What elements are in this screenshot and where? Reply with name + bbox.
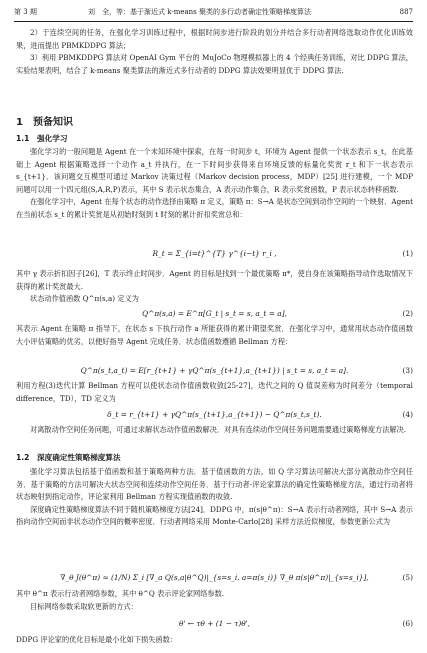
equation-6	[16, 617, 413, 631]
rl-text-5	[16, 424, 413, 437]
subsection-title-ddpg: 1.2 深度确定性策略梯度算法	[16, 453, 121, 462]
equation-1-body: R_t = Σ_{i=t}^{T} γ^{i−t} r_i ,	[152, 249, 277, 258]
ddpg-text-2	[16, 588, 413, 613]
equation-5	[16, 571, 413, 585]
running-title: 刘 全，等：基于渐近式 k-means 聚类的多行动者确定性策略梯度算法	[88, 8, 311, 16]
ddpg-paragraph-3: 其中 θ^π 表示行动者网络参数，其中 θ^Q 表示评论家网络参数.	[16, 589, 225, 598]
equation-3-body: Q^π(s_t,a_t) = E[r_{t+1} + γQ^π(s_{t+1},a_{t+1}) | s_t = s, a_t = a].	[80, 366, 349, 375]
rl-text-3	[16, 323, 413, 348]
rl-paragraph-2: 在强化学习中，Agent 在每个状态的动作选择由策略 π 定义，策略 π：S→A 是状态空间到动作空间的一个映射．Agent 在当前状态 s_t 的累计奖赏是从初始时刻到 t 时刻的累计折扣奖赏总和：	[16, 197, 413, 219]
header-rule	[14, 21, 413, 22]
equation-6-body: θ' ← τθ + (1 − τ)θ',	[178, 619, 251, 628]
equation-5-number: (5)	[402, 573, 413, 582]
rl-paragraph-6: 利用方程(3)迭代计算 Bellman 方程可以使状态动作值函数收敛[25-27]，迭代之间的 Q 值误差称为时间差分（temporal difference，TD），TD 定义为	[16, 381, 413, 403]
ddpg-paragraph-5: DDPG 评论家的优化目标是最小化如下损失函数：	[16, 635, 177, 644]
rl-text-4	[16, 380, 413, 405]
rl-text-1	[16, 146, 413, 222]
ddpg-text-1	[16, 466, 413, 529]
equation-4	[16, 408, 413, 422]
rl-paragraph-3: 其中 γ 表示折扣因子[26]，T 表示终止时间步．Agent 的目标是找到一个最优策略 π*，使自身在该策略指导动作选取情况下获得的累计奖赏最大.	[16, 269, 413, 291]
contribution-3: 3）利用 PBMKDDPG 算法对 OpenAI Gym 平台的 MuJoCo 物理模拟器上的 4 个经典任务训练，对比 DDPG 算法，实验结果表明，结合了 k-means 聚类算法的渐近式多行动者的 DDPG 算法效果明显优于 DDPG 算法.	[16, 53, 413, 75]
issue-number: 第 3 期	[14, 8, 37, 16]
rl-paragraph-4: 状态动作值函数 Q^π(s,a) 定义为	[30, 294, 139, 304]
equation-5-body: ∇_θ J(θ^π) ≈ (1/N) Σ_i [∇_a Q(s,a|θ^Q)|_{s=s_i, a=π(s_i)} ∇_θ π(s|θ^π)|_{s=s_i}],	[60, 573, 369, 582]
equation-2	[16, 307, 413, 321]
equation-2-number: (2)	[402, 309, 413, 318]
ddpg-paragraph-4: 目标网络参数采取软更新的方式：	[30, 601, 138, 611]
equation-6-number: (6)	[402, 619, 413, 628]
equation-1-number: (1)	[402, 249, 413, 258]
equation-4-number: (4)	[402, 410, 413, 419]
rl-paragraph-1: 强化学习的一般问题是 Agent 在一个未知环境中探索，在每一时间步 t，环境为 Agent 提供一个状态表示 s_t，在此基础上 Agent 根据策略选择一个动作 a_t 并执行，在一下时间步获得来自环境反馈的标量化奖赏 r_t 和下一状态表示 s_{t+1}．该问题交互模型可通过 Markov 决策过程（Markov decision process，MDP）[25] 进行建模，一个 MDP 问题可以用一个四元组(S,A,R,P)表示，其中 S 表示状态集合，A 表示动作集合，R 表示奖赏函数，P 表示状态转移函数.	[16, 147, 413, 194]
ddpg-paragraph-1: 强化学习算法包括基于值函数和基于策略两种方法．基于值函数的方法，如 Q 学习算法可解决大部分离散动作空间任务．基于策略的方法可解决大状态空间和连续动作空间任务．基于行动者-评论家算法的确定性策略梯度方法，通过行动者将状态映射到指定动作，评论家利用 Bellman 方程实现值函数的收敛.	[16, 467, 413, 502]
contribution-2: 2）于连续空间的任务，在强化学习训练过程中，根据时间步进行阶段的划分并结合多行动者网络选取动作优化训练效果，进而提出 PBMKDDPG 算法；	[16, 28, 413, 50]
subsection-title-rl: 1.1 强化学习	[16, 134, 68, 143]
intro-continued	[16, 27, 413, 77]
equation-2-body: Q^π(s,a) = E^π[G_t | s_t = s, a_t = a],	[142, 309, 287, 318]
equation-3	[16, 364, 413, 378]
ddpg-paragraph-2: 深度确定性策略梯度算法不同于随机策略梯度方法[24]．DDPG 中，π(s|θ^π)：S→A 表示行动者网络，其中 S→A 表示指向动作空间而非状态动作空间的概率密度．行动者网络采用 Monte-Carlo[28] 采样方法近似梯度，参数更新公式为	[16, 504, 413, 527]
rl-paragraph-7: 对离散动作空间任务问题，可通过求解状态动作值函数解决．对具有连续动作空间任务问题需要通过策略梯度方法解决.	[30, 425, 407, 434]
equation-4-body: δ_t = r_{t+1} + γQ^π(s_{t+1},a_{t+1}) − Q^π(s_t,s_t).	[107, 410, 322, 419]
ddpg-text-3	[16, 634, 413, 647]
rl-paragraph-5: 其表示 Agent 在策略 π 指导下，在状态 s 下执行动作 a 所能获得的累计期望奖赏．在强化学习中，通常用状态动作值函数大小评估策略的优劣，以便好指导 Agent 完成任务．状态值函数遵循 Bellman 方程：	[16, 324, 413, 346]
equation-1	[16, 247, 413, 261]
rl-text-2	[16, 268, 413, 306]
equation-3-number: (3)	[402, 366, 413, 375]
running-header	[14, 6, 413, 18]
section-title: 1 预备知识	[16, 117, 73, 128]
page-number: 887	[399, 8, 413, 16]
